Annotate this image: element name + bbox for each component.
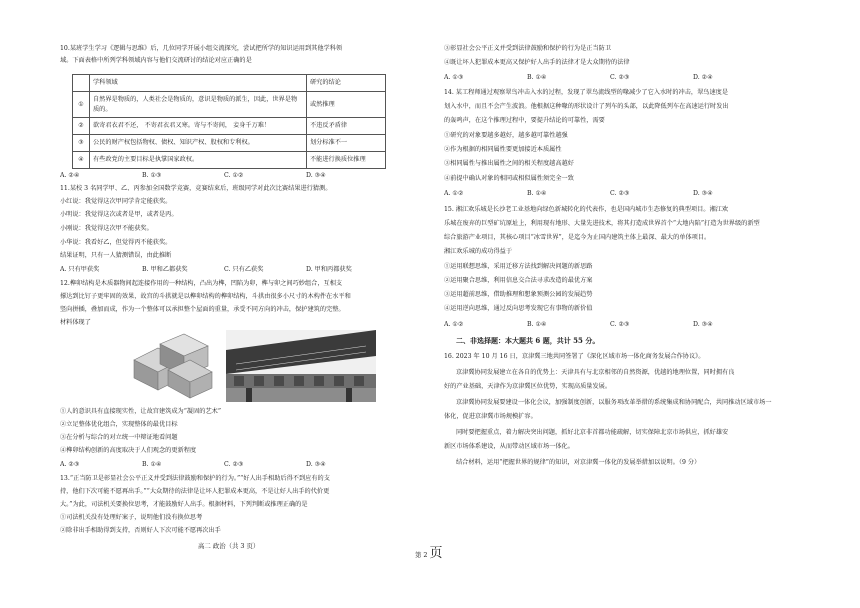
q11-options: A. 只有甲获奖 B. 甲和乙都获奖 C. 只有乙获奖 D. 甲和丙都获奖 xyxy=(60,266,352,273)
q14-stem: 14. 某工程师通过观察翠鸟冲击入水的过程，发现了翠鸟流线型的喙减少了它入水时的冲击，翠鸟速度是 xyxy=(444,89,729,96)
q10-intro-line2: 域。下面表格中所列学科领域内容与他们交流研讨的结论对应正确的是 xyxy=(60,57,252,64)
q11-line: 结果证明，只有一人猜测错误，由此推断 xyxy=(60,252,172,259)
q11-line: 小红说：我觉得这次甲同学肯定能获奖。 xyxy=(60,198,172,205)
page-number-suffix: 页 xyxy=(429,546,443,561)
q11-line: 小刚说：我觉得这次甲不能获奖。 xyxy=(60,225,153,232)
q12-item: ①人的意识具有直接现实性，让故宫建筑成为“凝固的艺术” xyxy=(60,408,222,415)
q14-item: ①研究的对象要越多越好，越多越可靠性越强 xyxy=(444,132,568,139)
q12-line: 材料体现了 xyxy=(60,319,91,326)
q16-prompt: 结合材料，运用“把握世界的规律”的知识，对京津冀一体化的发展举措加以说明。（9 分） xyxy=(456,459,701,466)
table-header-conclusion: 研究的结论 xyxy=(307,75,386,92)
q10-intro-line1: 10.某班学生学习《逻辑与思维》后，几位同学开展小组交流探究，尝试把所学的知识运用到其他学科领 xyxy=(60,45,343,52)
q12-line: 撑达到比钉子更牢固的效果，故宫的斗拱就是以榫卯结构的榫卯结构，斗拱由很多小尺寸的木构件在水平和 xyxy=(60,293,351,300)
q12-stem: 12.榫卯结构是木质器物间起连接作用的一种结构，凸出为榫，凹陷为卯，榫与卯之间巧妙组合，互相支 xyxy=(60,280,343,287)
q15-line: 乐城在废弃的巨型矿坑原址上，利用现有地形、大量先进技术，将其打造成世界首个“大地内陷”打造为世界级的新型 xyxy=(444,220,760,227)
q12-item: ④榫卯结构创新的高度取决于人们观念的更新程度 xyxy=(60,447,197,454)
q15-item: ④运用逆向思维，通过反向思考发现它有事物的新价值 xyxy=(444,305,593,312)
q11-line: 小华说：我看好乙，但觉得丙不能获奖。 xyxy=(60,239,172,246)
q12-item: ②立足整体优化组合，实现整体的最优目标 xyxy=(60,421,178,428)
q12-line: 竖向拼插，叠加而成，作为一个整体可以承担整个屋面的重量，承受不同方向的冲击，保护建筑的完整。 xyxy=(60,306,345,313)
q16-paragraph: 体化，促进京津冀市场规模扩容。 xyxy=(444,413,537,420)
q13-item: ④既让坏人犯罪成本更高又保护好人出手的法律才是大众期待的法律 xyxy=(444,59,630,66)
section-heading: 二、非选择题：本大题共 6 题，共计 55 分。 xyxy=(456,336,600,345)
q16-paragraph: 新区市场体系建设，从而带动区域市场一体化。 xyxy=(444,443,574,450)
q12-options: A. ②③ B. ①④ C. ②③ D. ③④ xyxy=(60,461,326,468)
table-header-row xyxy=(73,75,386,92)
q15-line: 综合旅游产业项目，其核心项目“冰雪世界”，是迄今为止国内建筑主体上最深、最大的单体项目。 xyxy=(444,234,711,241)
q13-line: 持，他们下次可能不愿再出手。”“大众期待的法律是让坏人犯罪成本更高，不是让好人出手的代价更 xyxy=(60,488,330,495)
q15-options: A. ①② B. ①④ C. ②③ D. ③④ xyxy=(444,321,713,328)
q15-item: ②运用聚合思维，利用信息交合法寻求改造的最优方案 xyxy=(444,277,593,284)
q16-stem: 16. 2023 年 10 月 16 日，京津冀三地共同签署了《深化区域市场一体化商务发展合作协议》。 xyxy=(444,353,705,360)
q14-line: 划入水中，而且不会产生波浪。他根据这种喙的形状设计了列车的头部，以此降低列车在高速运行时发出 xyxy=(444,103,729,110)
q13-item: ②除非出手相助得到支持，否则好人下次可能不愿再次出手 xyxy=(60,527,221,534)
table-row: ③ 公民的财产权包括物权、债权、知识产权、股权和专利权。 划分标准不一 xyxy=(73,135,386,152)
q11-line: 小明说：我觉得这次或者是甲，或者是丙。 xyxy=(60,211,178,218)
q10-options: A. ②④ B. ①③ C. ①② D. ③④ xyxy=(60,172,326,179)
page-number-prefix: 第 2 xyxy=(415,551,428,559)
q13-item: ③彰显社会公平正义并受到法律鼓励和保护的行为是正当防卫 xyxy=(444,45,612,52)
q14-item: ④前提中确认对象的相同或相似属性须完全一致 xyxy=(444,175,574,182)
table-header-domain: 学科领域 xyxy=(90,75,307,92)
q13-line: 大。”为此，司法机关要换位思考，才能鼓励好人出手。根据材料，下列判断或推理正确的是 xyxy=(60,501,308,508)
table-row: ② 欲寄君衣君不还， 不寄君衣君又寒。寄与不寄间， 妾身千万难！ 不违反矛盾律 xyxy=(73,118,386,135)
table-row: ① 自然界是物质的，人类社会是物质的，意识是物质的派生，因此，世界是物质的。 或然推理 xyxy=(73,92,386,118)
q14-line: 的轰鸣声，在这个推理过程中，要提升结论的可靠性，需要 xyxy=(444,117,605,124)
q14-item: ③相同属性与推出属性之间的相关程度越高越好 xyxy=(444,160,574,167)
q11-stem: 11.某校 3 名同学甲、乙、丙参加全国数学竞赛，竞赛结束后，班级同学对此次比赛结果进行猜测。 xyxy=(60,185,332,192)
q15-item: ①运用联想思维，采用迁移方法找到解决问题的新思路 xyxy=(444,263,593,270)
q13-item: ①司法机关没有处理好案子，说明他们没有换位思考 xyxy=(60,514,203,521)
q14-options: A. ①② B. ①④ C. ②③ D. ③④ xyxy=(444,190,713,197)
q13-stem: 13.“正当防卫是彰显社会公平正义并受到法律鼓励和保护的行为。”“好人出手相助后得不到应有的支 xyxy=(60,475,330,482)
page-number xyxy=(415,542,443,561)
q14-item: ②作为根据的相同属性要更加接近本质属性 xyxy=(444,146,562,153)
q16-paragraph: 好的产业基础，天津作为京津冀区位优势，实现高质量发展。 xyxy=(444,383,612,390)
tenon-block-image xyxy=(124,330,220,402)
temple-eaves-photo xyxy=(226,330,376,402)
q13-options: A. ①③ B. ①④ C. ②③ D. ②④ xyxy=(444,74,713,81)
page-footer: 高二 政治（共 3 页） xyxy=(198,542,260,550)
table-row: ④ 有些政党的主要目标是执掌国家政权。 不能进行换质位推理 xyxy=(73,152,386,169)
q10-table xyxy=(72,74,386,169)
q12-item: ③在分析与综合的对立统一中辩证地看问题 xyxy=(60,434,178,441)
q15-line: 湘江欢乐城的成功得益于 xyxy=(444,248,513,255)
q15-stem: 15. 湘江欢乐城是长沙老工业基地向绿色新城转化的代表作，也是国内城市生态修复的典型项目。湘江欢 xyxy=(444,206,729,213)
q16-paragraph: 京津冀协同发展要建设一体化会议，加强制度创新，以服务项改革举措的系统集成和协同配合，共同推动区域市场一 xyxy=(456,399,772,406)
q16-paragraph: 京津冀协同发展建立在各自的优势上：天津具有与北京相邻的自然资源，优越的地理位置，同时拥有良 xyxy=(456,369,735,376)
q16-paragraph: 同时要把握重点，着力解决突出问题，抓好北京非首都功能疏解，切实保障北京市场供应，抓好雄安 xyxy=(456,429,729,436)
q15-item: ③运用超前思维，借助推理和想象预测公园的发展趋势 xyxy=(444,291,593,298)
